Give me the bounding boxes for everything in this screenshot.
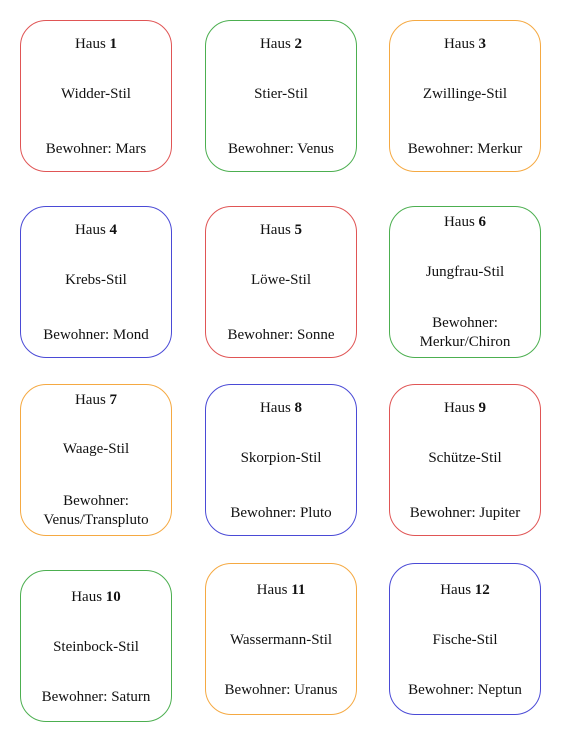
house-number: 3 bbox=[478, 36, 487, 52]
house-label: Haus bbox=[256, 582, 288, 598]
house-title bbox=[21, 221, 171, 240]
house-resident: Bewohner: Venus bbox=[228, 141, 334, 157]
house-label: Haus bbox=[74, 222, 106, 238]
house-style: Waage-Stil bbox=[62, 441, 130, 457]
house-card bbox=[20, 384, 172, 536]
house-resident: Bewohner: Neptun bbox=[408, 682, 522, 698]
house-title bbox=[390, 35, 540, 54]
house-label: Haus bbox=[443, 400, 475, 416]
house-style: Krebs-Stil bbox=[65, 272, 127, 288]
house-number: 12 bbox=[474, 582, 490, 598]
house-label: Haus bbox=[440, 582, 472, 598]
house-number: 4 bbox=[109, 222, 118, 238]
house-number: 6 bbox=[478, 214, 487, 230]
house-style: Skorpion-Stil bbox=[240, 450, 322, 466]
house-card bbox=[205, 563, 357, 715]
house-style: Wassermann-Stil bbox=[229, 632, 333, 648]
house-style: Jungfrau-Stil bbox=[425, 264, 505, 280]
house-number: 8 bbox=[294, 400, 303, 416]
house-title bbox=[206, 35, 356, 54]
house-style: Löwe-Stil bbox=[251, 272, 311, 288]
house-card bbox=[20, 570, 172, 722]
house-title bbox=[390, 399, 540, 418]
house-label: Haus bbox=[443, 36, 475, 52]
house-label: Haus bbox=[71, 589, 103, 605]
house-style: Widder-Stil bbox=[61, 86, 131, 102]
house-title bbox=[21, 588, 171, 607]
house-style: Stier-Stil bbox=[254, 86, 308, 102]
house-resident: Bewohner: Merkur bbox=[407, 141, 523, 157]
house-number: 1 bbox=[109, 36, 118, 52]
house-resident: Bewohner: Mars bbox=[45, 141, 147, 157]
house-label: Haus bbox=[259, 36, 291, 52]
house-number: 5 bbox=[294, 222, 303, 238]
house-card bbox=[389, 384, 541, 536]
house-number: 2 bbox=[294, 36, 303, 52]
house-card bbox=[389, 563, 541, 715]
house-number: 9 bbox=[478, 400, 487, 416]
house-card bbox=[205, 20, 357, 172]
house-card bbox=[389, 20, 541, 172]
house-style: Schütze-Stil bbox=[428, 450, 502, 466]
house-title bbox=[206, 221, 356, 240]
house-number: 10 bbox=[105, 589, 121, 605]
house-card bbox=[205, 206, 357, 358]
house-title bbox=[21, 391, 171, 410]
house-resident: Bewohner: Merkur/Chiron bbox=[419, 315, 511, 350]
house-resident: Bewohner: Jupiter bbox=[409, 505, 521, 521]
house-card bbox=[20, 206, 172, 358]
house-title bbox=[206, 399, 356, 418]
house-number: 7 bbox=[109, 392, 118, 408]
house-title bbox=[390, 213, 540, 232]
house-card bbox=[205, 384, 357, 536]
house-resident: Bewohner: Uranus bbox=[224, 682, 338, 698]
house-title bbox=[390, 581, 540, 600]
house-title bbox=[206, 581, 356, 600]
house-card bbox=[20, 20, 172, 172]
house-resident: Bewohner: Sonne bbox=[227, 327, 335, 343]
house-style: Fische-Stil bbox=[432, 632, 498, 648]
house-label: Haus bbox=[259, 400, 291, 416]
house-style: Zwillinge-Stil bbox=[422, 86, 508, 102]
house-resident: Bewohner: Saturn bbox=[41, 689, 151, 705]
house-label: Haus bbox=[74, 36, 106, 52]
house-card bbox=[389, 206, 541, 358]
house-resident: Bewohner: Mond bbox=[43, 327, 149, 343]
house-number: 11 bbox=[291, 582, 306, 598]
house-resident: Bewohner: Venus/Transpluto bbox=[43, 493, 149, 528]
house-title bbox=[21, 35, 171, 54]
house-resident: Bewohner: Pluto bbox=[230, 505, 332, 521]
house-label: Haus bbox=[443, 214, 475, 230]
house-label: Haus bbox=[74, 392, 106, 408]
house-style: Steinbock-Stil bbox=[53, 639, 139, 655]
house-label: Haus bbox=[259, 222, 291, 238]
